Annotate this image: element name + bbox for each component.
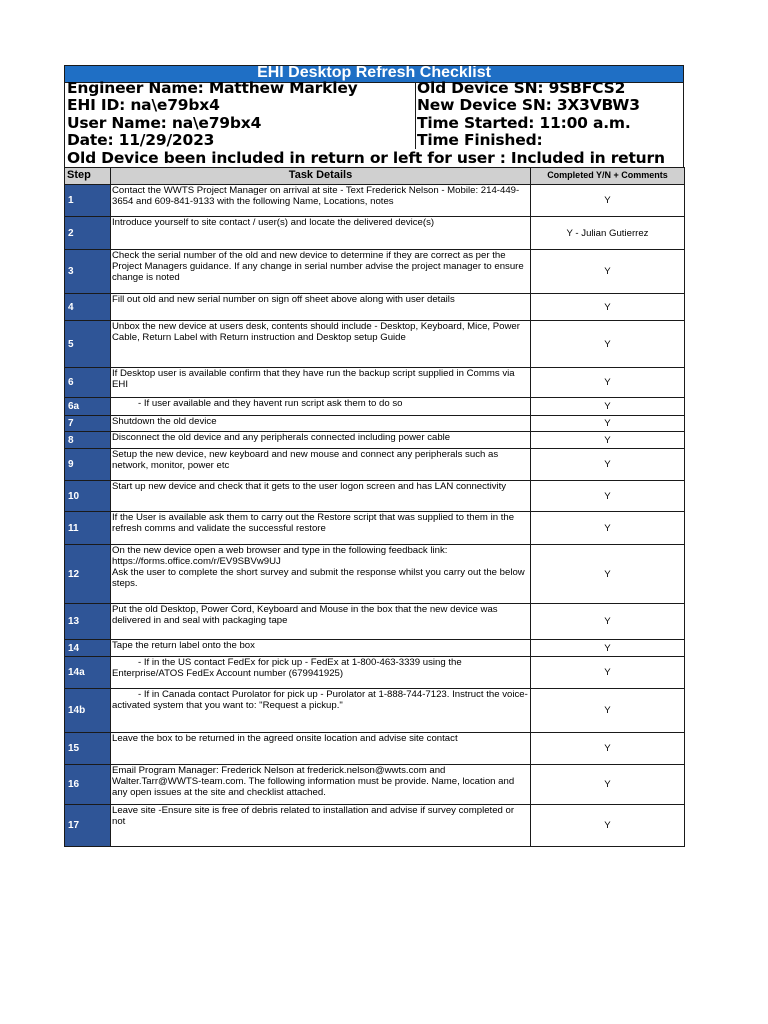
checklist-sheet (64, 65, 684, 847)
table-row (65, 368, 685, 398)
completed-cell: Y (531, 512, 685, 545)
step-number: 14b (65, 689, 111, 733)
completed-cell: Y (531, 185, 685, 217)
completed-cell: Y (531, 604, 685, 640)
completed-cell: Y (531, 449, 685, 481)
step-number: 12 (65, 545, 111, 604)
task-detail: Contact the WWTS Project Manager on arrival at site - Text Frederick Nelson - Mobile: 214-449-3654 and 609-841-9133 with the following Name, Locations, notes (111, 185, 531, 217)
table-row (65, 640, 685, 657)
table-row (65, 657, 685, 689)
table-header-row (65, 168, 685, 185)
completed-cell: Y (531, 805, 685, 847)
new-device-sn: New Device SN: 3X3VBW3 (417, 96, 640, 114)
task-detail: Fill out old and new serial number on sign off sheet above along with user details (111, 294, 531, 321)
task-table (64, 167, 685, 847)
step-number: 11 (65, 512, 111, 545)
table-row (65, 604, 685, 640)
task-detail: If the User is available ask them to carry out the Restore script that was supplied to them in the refresh comms and validate the successful restore (111, 512, 531, 545)
table-row (65, 294, 685, 321)
user-name: User Name: na\e79bx4 (67, 114, 262, 132)
completed-cell: Y (531, 733, 685, 765)
table-row (65, 545, 685, 604)
task-detail: Unbox the new device at users desk, contents should include - Desktop, Keyboard, Mice, Power Cable, Return Label with Return instruction and Desktop setup Guide (111, 321, 531, 368)
task-detail: If Desktop user is available confirm that they have run the backup script supplied in Comms via EHI (111, 368, 531, 398)
ehi-id: EHI ID: na\e79bx4 (67, 96, 220, 114)
completed-cell: Y (531, 765, 685, 805)
table-row (65, 416, 685, 432)
completed-cell: Y (531, 416, 685, 432)
task-detail: Setup the new device, new keyboard and new mouse and connect any peripherals such as network, monitor, power etc (111, 449, 531, 481)
step-header: Step (65, 168, 111, 185)
table-row (65, 512, 685, 545)
step-number: 15 (65, 733, 111, 765)
step-number: 5 (65, 321, 111, 368)
task-detail: - If user available and they havent run script ask them to do so (111, 398, 531, 416)
task-detail: Shutdown the old device (111, 416, 531, 432)
completed-cell: Y (531, 368, 685, 398)
table-row (65, 217, 685, 250)
step-number: 10 (65, 481, 111, 512)
table-row (65, 185, 685, 217)
completed-cell: Y (531, 481, 685, 512)
completed-cell: Y (531, 689, 685, 733)
return-status: Old Device been included in return or left for user : Included in return (67, 149, 665, 167)
task-detail: Introduce yourself to site contact / user(s) and locate the delivered device(s) (111, 217, 531, 250)
table-row (65, 432, 685, 449)
date: Date: 11/29/2023 (67, 131, 215, 149)
task-detail: Tape the return label onto the box (111, 640, 531, 657)
step-number: 14 (65, 640, 111, 657)
step-number: 16 (65, 765, 111, 805)
step-number: 6 (65, 368, 111, 398)
completed-cell: Y (531, 545, 685, 604)
details-header: Task Details (111, 168, 531, 185)
completed-cell: Y (531, 640, 685, 657)
step-number: 9 (65, 449, 111, 481)
completed-header: Completed Y/N + Comments (531, 168, 685, 185)
step-number: 3 (65, 250, 111, 294)
step-number: 7 (65, 416, 111, 432)
table-row (65, 398, 685, 416)
table-row (65, 689, 685, 733)
step-number: 2 (65, 217, 111, 250)
step-number: 13 (65, 604, 111, 640)
step-number: 1 (65, 185, 111, 217)
completed-cell: Y (531, 294, 685, 321)
table-row (65, 321, 685, 368)
time-started: Time Started: 11:00 a.m. (417, 114, 631, 132)
task-detail: Leave the box to be returned in the agreed onsite location and advise site contact (111, 733, 531, 765)
table-row (65, 250, 685, 294)
table-row (65, 449, 685, 481)
table-row (65, 733, 685, 765)
task-detail: Email Program Manager: Frederick Nelson at frederick.nelson@wwts.com and Walter.Tarr@WWTS-team.com. The following information must be provide. Name, location and any open issues at the site and checklist attached. (111, 765, 531, 805)
completed-cell: Y (531, 657, 685, 689)
table-row (65, 765, 685, 805)
table-row (65, 481, 685, 512)
task-detail: Disconnect the old device and any peripherals connected including power cable (111, 432, 531, 449)
completed-cell: Y - Julian Gutierrez (531, 217, 685, 250)
step-number: 8 (65, 432, 111, 449)
completed-cell: Y (531, 398, 685, 416)
step-number: 17 (65, 805, 111, 847)
old-device-sn: Old Device SN: 9SBFCS2 (417, 79, 626, 97)
completed-cell: Y (531, 432, 685, 449)
step-number: 14a (65, 657, 111, 689)
info-divider (415, 83, 416, 149)
task-detail: Check the serial number of the old and new device to determine if they are correct as per the Project Managers guidance. If any change in serial number advise the project manager to ensure change is noted (111, 250, 531, 294)
task-detail: Leave site -Ensure site is free of debris related to installation and advise if survey completed or not (111, 805, 531, 847)
table-row (65, 805, 685, 847)
task-detail: On the new device open a web browser and type in the following feedback link: https://forms.office.com/r/EV9SBVw9UJ Ask the user to complete the short survey and submit the response whilst you carry out the below steps. (111, 545, 531, 604)
step-number: 4 (65, 294, 111, 321)
task-detail: - If in the US contact FedEx for pick up - FedEx at 1-800-463-3339 using the Enterprise/ATOS FedEx Account number (679941925) (111, 657, 531, 689)
completed-cell: Y (531, 321, 685, 368)
time-finished: Time Finished: (417, 131, 543, 149)
task-detail: - If in Canada contact Purolator for pick up - Purolator at 1-888-744-7123. Instruct the voice-activated system that you want to: "Request a pickup." (111, 689, 531, 733)
checklist-title: EHI Desktop Refresh Checklist (64, 65, 684, 83)
completed-cell: Y (531, 250, 685, 294)
engineer-name: Engineer Name: Matthew Markley (67, 79, 358, 97)
task-detail: Put the old Desktop, Power Cord, Keyboard and Mouse in the box that the new device was delivered in and seal with packaging tape (111, 604, 531, 640)
task-detail: Start up new device and check that it gets to the user logon screen and has LAN connectivity (111, 481, 531, 512)
info-block (64, 79, 684, 167)
step-number: 6a (65, 398, 111, 416)
